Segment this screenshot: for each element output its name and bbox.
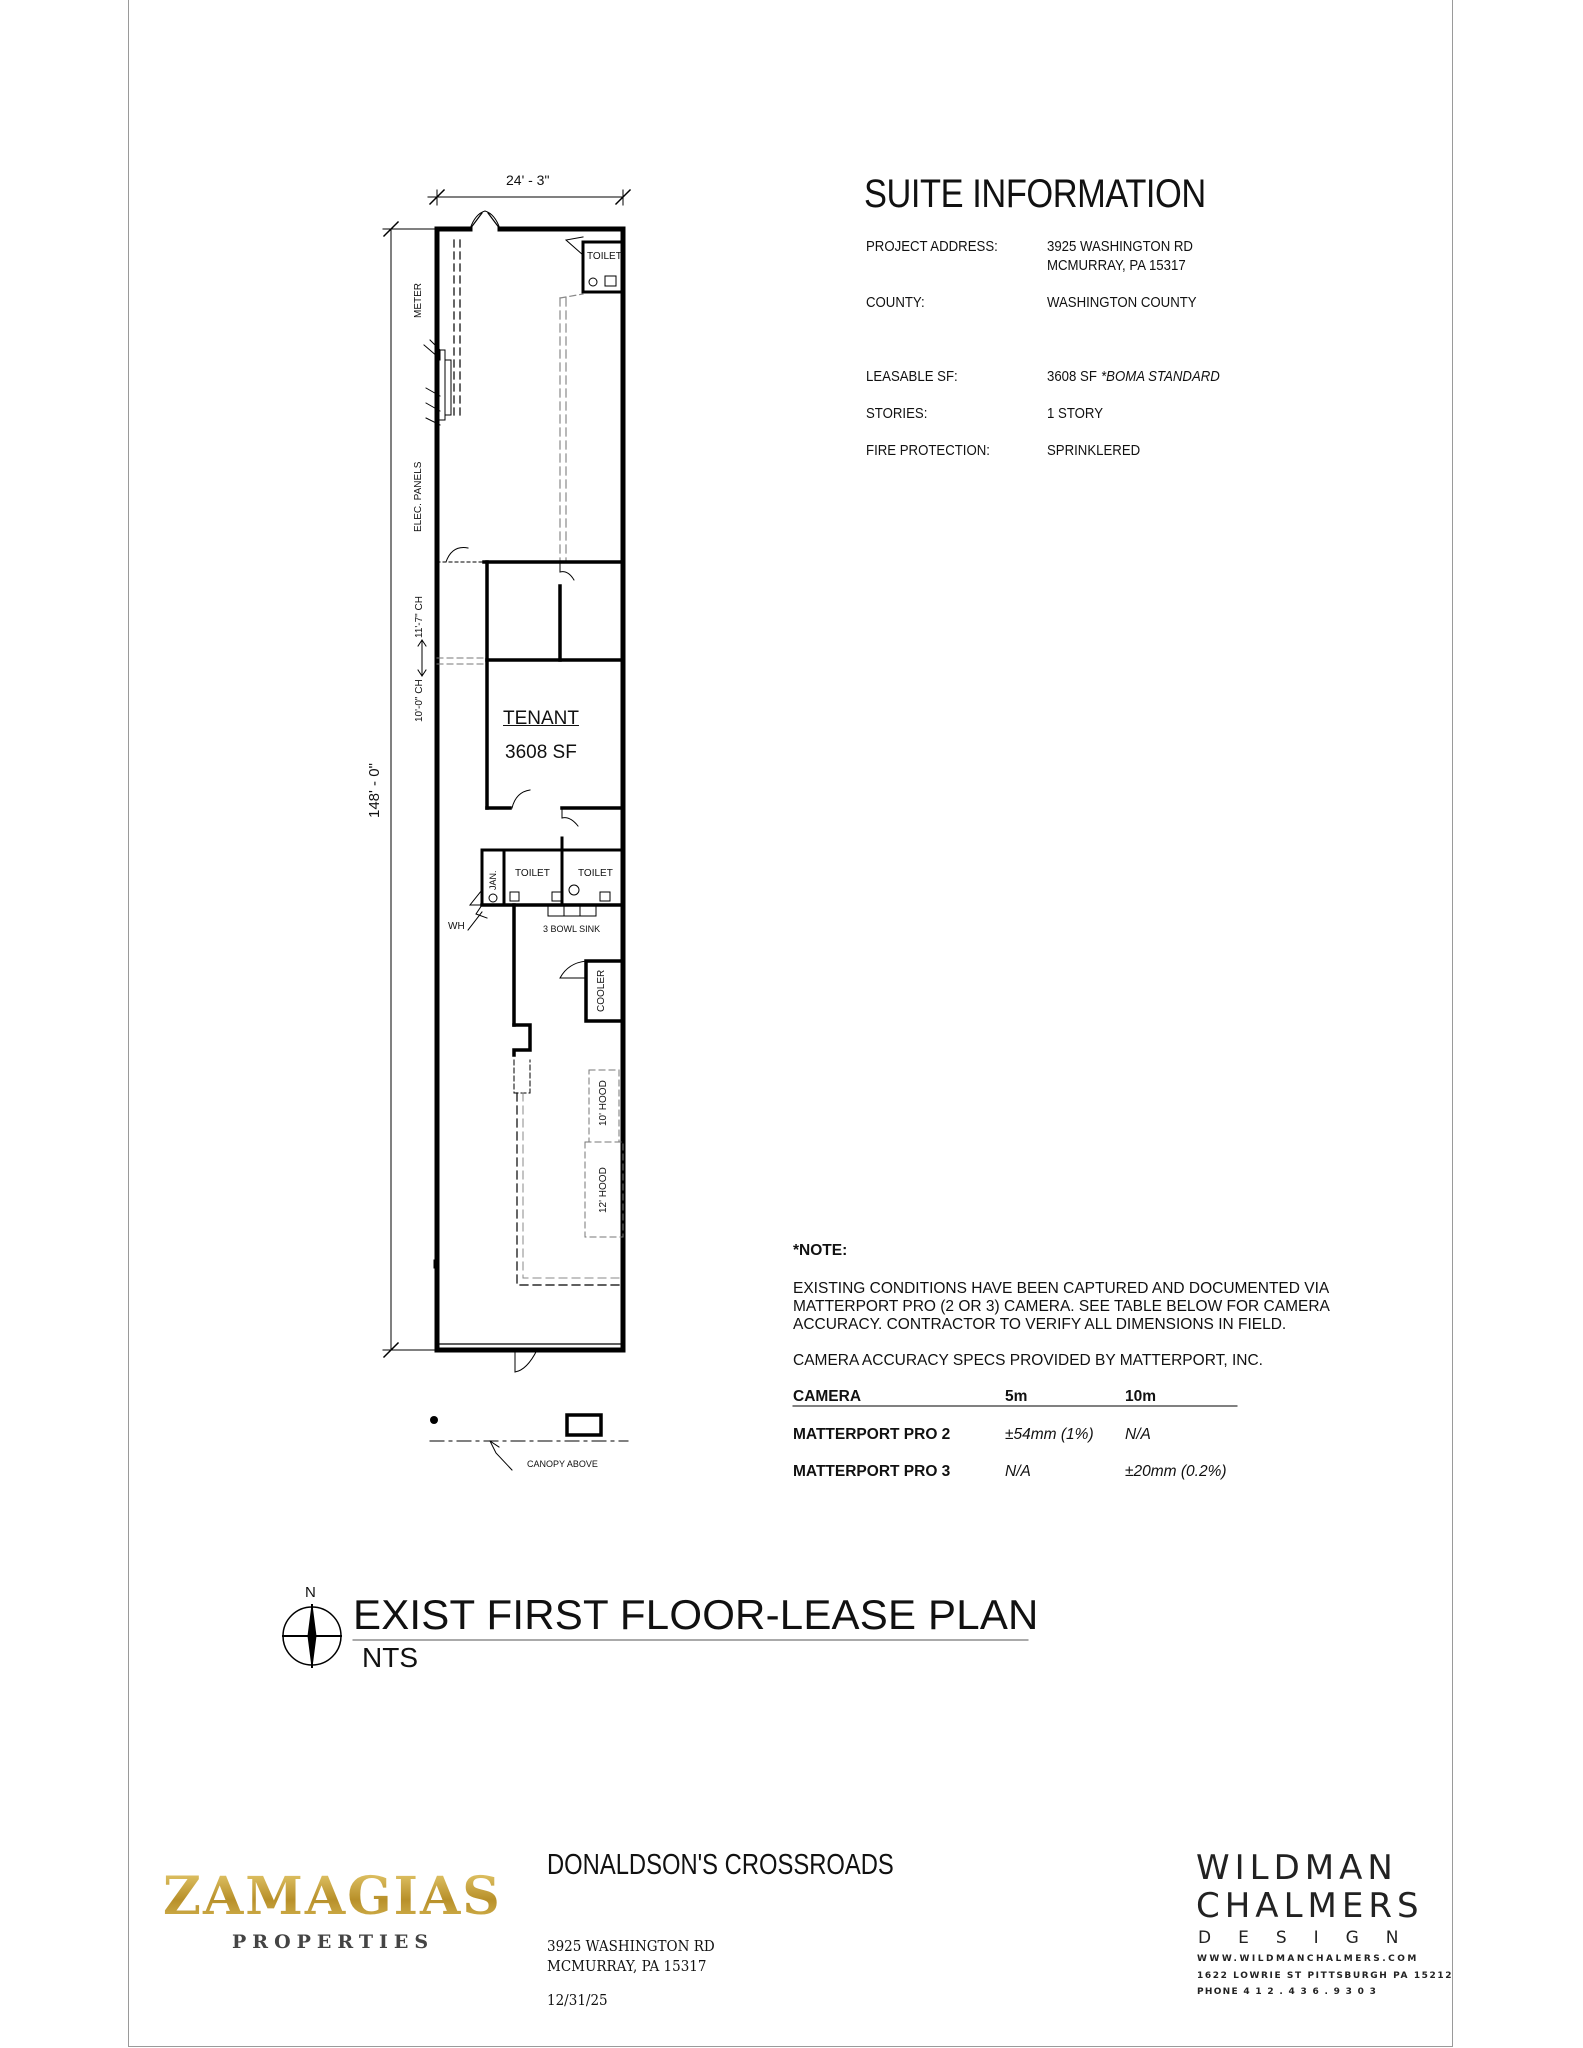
- ceiling-height-upper: 11'-7" CH: [414, 596, 425, 638]
- designer-address: 1622 LOWRIE ST PITTSBURGH PA 15212: [1197, 1971, 1454, 1981]
- drawing-date: 12/31/25: [547, 1991, 608, 2009]
- project-address-value-2: MCMURRAY, PA 15317: [1047, 257, 1186, 274]
- designer-website: WWW.WILDMANCHALMERS.COM: [1197, 1954, 1419, 1964]
- designer-phone: PHONE 4 1 2 . 4 3 6 . 9 3 0 3: [1197, 1987, 1378, 1997]
- toilet-label-right: TOILET: [578, 868, 613, 879]
- north-arrow-label: N: [305, 1584, 316, 1601]
- project-address-label: PROJECT ADDRESS:: [866, 238, 998, 255]
- zamagias-logo-sub: PROPERTIES: [232, 1931, 435, 1953]
- table-row-1-5m: ±54mm (1%): [1005, 1426, 1094, 1443]
- hood-12-label: 12' HOOD: [598, 1167, 609, 1213]
- note-line-2: MATTERPORT PRO (2 OR 3) CAMERA. SEE TABLE BELOW FOR CAMERA: [793, 1298, 1330, 1315]
- janitor-label: JAN.: [488, 870, 498, 890]
- project-address-value: 3925 WASHINGTON RD: [1047, 238, 1193, 255]
- project-name: DONALDSON'S CROSSROADS: [547, 1849, 894, 1881]
- title-address-1: 3925 WASHINGTON RD: [547, 1937, 715, 1955]
- sink-label: 3 BOWL SINK: [543, 924, 601, 934]
- stories-value: 1 STORY: [1047, 405, 1104, 422]
- note-line-4: CAMERA ACCURACY SPECS PROVIDED BY MATTERPORT, INC.: [793, 1352, 1263, 1369]
- leasable-sf-label: LEASABLE SF:: [866, 368, 958, 385]
- elec-panels-label: ELEC. PANELS: [413, 461, 424, 532]
- table-row-1-camera: MATTERPORT PRO 2: [793, 1426, 951, 1443]
- table-row-2-10m: ±20mm (0.2%): [1125, 1463, 1227, 1480]
- zamagias-logo: ZAMAGIAS: [163, 1866, 502, 1927]
- water-heater-label: WH: [448, 921, 465, 932]
- leasable-sf-value: 3608 SF: [1047, 368, 1097, 385]
- length-dimension: 148' - 0": [366, 763, 383, 818]
- title-address-2: MCMURRAY, PA 15317: [547, 1957, 707, 1975]
- table-row-2-5m: N/A: [1005, 1463, 1031, 1480]
- width-dimension: 24' - 3": [506, 172, 550, 188]
- wildman-logo-line-1: WILDMAN: [1196, 1848, 1398, 1888]
- hood-10-label: 10' HOOD: [598, 1080, 609, 1126]
- wildman-logo-line-2: CHALMERS: [1196, 1886, 1424, 1926]
- canopy-label: CANOPY ABOVE: [527, 1459, 598, 1469]
- meter-label: METER: [413, 283, 424, 318]
- table-row-1-10m: N/A: [1125, 1426, 1151, 1443]
- toilet-label-top: TOILET: [587, 251, 622, 262]
- toilet-label-left: TOILET: [515, 868, 550, 879]
- boma-standard-note: *BOMA STANDARD: [1101, 368, 1220, 385]
- tenant-label: TENANT: [503, 708, 579, 729]
- plan-title: EXIST FIRST FLOOR-LEASE PLAN: [353, 1591, 1039, 1638]
- table-header-camera: CAMERA: [793, 1388, 862, 1405]
- table-header-5m: 5m: [1005, 1388, 1028, 1405]
- wildman-logo-line-3: DESIGN: [1198, 1928, 1426, 1948]
- table-header-10m: 10m: [1125, 1388, 1157, 1405]
- county-value: WASHINGTON COUNTY: [1047, 294, 1197, 311]
- suite-info-title: SUITE INFORMATION: [864, 172, 1206, 216]
- stories-label: STORIES:: [866, 405, 928, 422]
- county-label: COUNTY:: [866, 294, 925, 311]
- plan-scale: NTS: [362, 1642, 418, 1673]
- cooler-label: COOLER: [596, 969, 607, 1012]
- fire-protection-value: SPRINKLERED: [1047, 442, 1141, 459]
- table-row-2-camera: MATTERPORT PRO 3: [793, 1463, 951, 1480]
- note-heading: *NOTE:: [793, 1242, 848, 1259]
- ceiling-height-lower: 10'-0" CH: [414, 679, 425, 722]
- note-line-1: EXISTING CONDITIONS HAVE BEEN CAPTURED AND DOCUMENTED VIA: [793, 1280, 1330, 1297]
- tenant-area: 3608 SF: [505, 742, 577, 763]
- note-line-3: ACCURACY. CONTRACTOR TO VERIFY ALL DIMENSIONS IN FIELD.: [793, 1316, 1287, 1333]
- fire-protection-label: FIRE PROTECTION:: [866, 442, 990, 459]
